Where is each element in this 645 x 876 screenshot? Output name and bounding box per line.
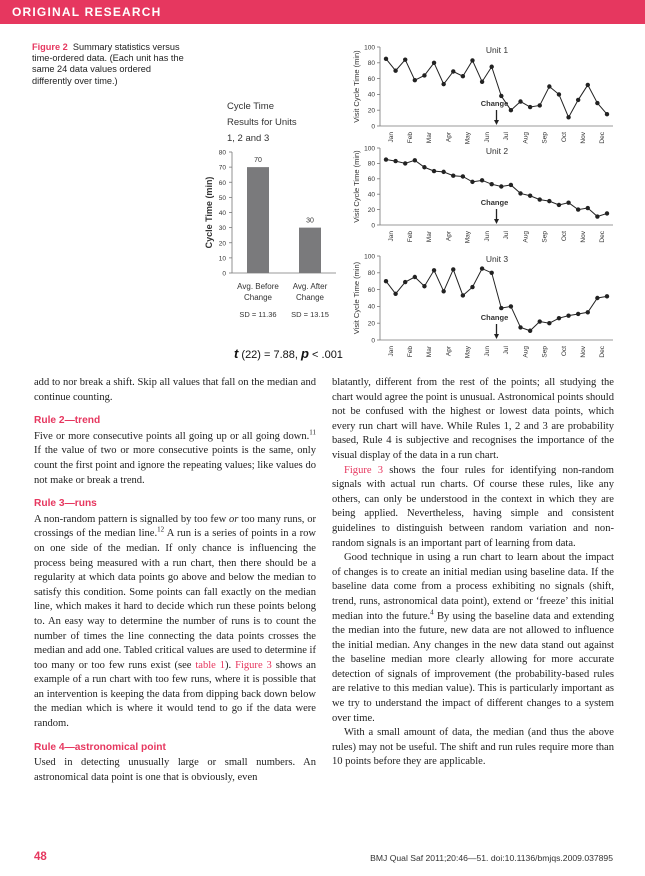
bar-chart-y-tick-label: 10 <box>218 255 226 263</box>
run-chart-point <box>441 289 445 293</box>
bar <box>299 228 321 273</box>
run-chart-month-label: Aug <box>522 231 530 243</box>
run-chart-month-label: May <box>464 231 472 244</box>
run-chart-point <box>422 284 426 288</box>
run-chart-series-line <box>386 59 607 117</box>
run-chart-month-label: Dec <box>599 231 607 243</box>
run-chart-point <box>403 57 407 61</box>
run-chart-point <box>586 310 590 314</box>
run-chart-point <box>393 159 397 163</box>
run-chart-y-tick-label: 60 <box>367 176 375 184</box>
paragraph: add to nor break a shift. Skip all values that fall on the median and continue counting. <box>34 377 316 403</box>
run-chart-title: Unit 2 <box>485 146 509 156</box>
run-chart-month-label: Aug <box>522 346 530 358</box>
run-chart-point <box>480 178 484 182</box>
run-chart-month-label: Sep <box>541 132 549 144</box>
run-chart-point <box>499 184 503 188</box>
bar-category-label: Avg. Before <box>237 282 279 291</box>
run-chart-point <box>384 279 388 283</box>
run-chart-month-label: Jul <box>503 346 511 355</box>
run-chart-point <box>432 268 436 272</box>
run-chart-title: Unit 3 <box>485 254 509 264</box>
run-chart-point <box>518 325 522 329</box>
t-df-value: (22) = 7.88, <box>241 349 302 361</box>
run-chart-y-tick-label: 100 <box>364 145 375 153</box>
run-chart-point <box>595 296 599 300</box>
run-chart-point <box>480 80 484 84</box>
paragraph: With a small amount of data, the median (and thus the above rules) may not be useful. The shift and run rules require more than 10 points before they are applicable. <box>332 727 614 768</box>
run-chart-month-label: Sep <box>541 231 549 243</box>
change-arrow-head <box>494 120 499 125</box>
run-chart-point <box>422 165 426 169</box>
run-chart-y-tick-label: 80 <box>367 60 375 68</box>
run-chart-point <box>432 169 436 173</box>
figure-3-link[interactable]: Figure 3 <box>344 464 384 476</box>
rule-4-text: Used in detecting unusually large or small numbers. An astronomical data point is one that is obviously, even <box>34 757 316 783</box>
run-chart-month-label: Jun <box>483 231 491 242</box>
reference-link[interactable]: 4 <box>430 607 434 616</box>
run-chart-month-label: Oct <box>560 231 568 242</box>
run-chart-month-label: Jan <box>387 346 395 357</box>
run-chart-month-label: Nov <box>579 132 587 144</box>
run-chart-month-label: May <box>464 346 472 359</box>
run-chart-point <box>461 74 465 78</box>
run-chart-point <box>441 82 445 86</box>
figure-label: Figure 2 <box>32 42 68 52</box>
figure-3-link[interactable]: Figure 3 <box>235 659 272 671</box>
run-chart-point <box>566 313 570 317</box>
run-chart-month-label: Jan <box>387 231 395 242</box>
run-chart-month-label: Apr <box>445 231 453 242</box>
run-chart-point <box>528 105 532 109</box>
run-chart-point <box>557 92 561 96</box>
run-chart-y-label: Visit Cycle Time (min) <box>352 150 361 223</box>
rule-3-text: A non-random pattern is signalled by too few or too many runs, or crossings of the median line.$^{12}$ A run is a series of points in a row on one side of the median. If only chance is influencing the process being measured with a run chart, then there should be a regularity at which data points go above and below the median to satisfy this condition. Some points can fall exactly on the median line, which makes it hard to decide which run these points belong to. An easy way to determine the number of runs is to count the number of times the line connecting the data points crosses the median and add one. Tabled critical values are used to determine if too many or too few runs exist (see table 1). Figure 3 shows an example of a run chart with too few runs, where it is possible that an intervention is keeping the data from dipping back down below the median which is where it would tend to go if the data were random. <box>34 513 316 730</box>
run-chart-title: Unit 1 <box>485 45 509 55</box>
bar-chart-y-tick-label: 60 <box>218 179 226 187</box>
bar-chart-y-tick-label: 70 <box>218 164 226 172</box>
run-chart-y-label: Visit Cycle Time (min) <box>352 50 361 123</box>
run-chart-point <box>538 319 542 323</box>
bar-chart-y-tick-label: 0 <box>222 270 226 278</box>
paragraph: Figure 3 shows the four rules for identifying non-random signals with actual run charts. Of course these rules, like any others, can only be understood in the context in which they are being applied. Nevertheless, having simple and consistent guidelines to distinguish between random variation and non-random signals is an important part of learning from data. <box>332 464 614 549</box>
citation: BMJ Qual Saf 2011;20:46—51. doi:10.1136/bmjqs.2009.037895 <box>370 853 613 863</box>
run-chart-point <box>451 69 455 73</box>
run-chart-point <box>470 285 474 289</box>
run-chart-point <box>384 57 388 61</box>
run-chart-point <box>595 214 599 218</box>
run-chart-point <box>557 203 561 207</box>
run-chart-y-tick-label: 80 <box>367 160 375 168</box>
run-chart-month-label: Oct <box>560 346 568 357</box>
run-chart-point <box>403 280 407 284</box>
run-chart-point <box>480 266 484 270</box>
run-chart-month-label: Nov <box>579 231 587 243</box>
change-arrow-head <box>494 219 499 224</box>
run-chart-month-label: Mar <box>426 346 434 358</box>
bar-category-label: Change <box>243 293 273 302</box>
run-chart-y-tick-label: 20 <box>367 107 375 115</box>
run-chart-y-tick-label: 40 <box>367 191 375 199</box>
run-chart-point <box>403 161 407 165</box>
bar-chart-title-line: Results for Units <box>227 117 297 128</box>
change-annotation: Change <box>480 313 509 322</box>
run-chart-point <box>605 294 609 298</box>
run-chart-month-label: Oct <box>560 132 568 143</box>
run-chart-point <box>538 103 542 107</box>
run-chart-y-tick-label: 40 <box>367 303 375 311</box>
run-chart-point <box>451 267 455 271</box>
run-chart-point <box>586 83 590 87</box>
bar-data-label: 30 <box>306 217 314 225</box>
t-statistic <box>234 346 343 361</box>
change-arrow-head <box>494 334 499 339</box>
figure-caption-text: Summary statistics versus time-ordered data. (Each unit has the same 24 data values ordered differently over time.) <box>32 42 184 86</box>
run-chart-point <box>605 211 609 215</box>
run-chart-month-label: Apr <box>445 346 453 357</box>
run-chart-y-tick-label: 60 <box>367 75 375 83</box>
right-column <box>332 376 614 770</box>
run-chart-month-label: Aug <box>522 132 530 144</box>
run-chart-point <box>518 191 522 195</box>
run-chart-point <box>576 312 580 316</box>
run-chart-point <box>518 99 522 103</box>
run-chart-point <box>413 78 417 82</box>
run-chart-point <box>384 157 388 161</box>
change-annotation: Change <box>480 99 509 108</box>
run-chart-y-tick-label: 60 <box>367 286 375 294</box>
bar-chart-y-label: Cycle Time (min) <box>204 176 214 249</box>
run-chart-month-label: Jul <box>503 132 511 141</box>
run-chart-point <box>509 304 513 308</box>
bar-sd-label: SD = 11.36 <box>239 310 277 319</box>
bar <box>247 167 269 273</box>
run-chart-point <box>470 180 474 184</box>
run-chart-series-line <box>386 160 607 217</box>
run-chart-point <box>489 182 493 186</box>
run-chart-point <box>489 271 493 275</box>
run-chart-month-label: Jun <box>483 346 491 357</box>
bar-chart-y-tick-label: 20 <box>218 240 226 248</box>
bar-chart-title-line: Cycle Time <box>227 101 274 112</box>
run-chart-month-label: Feb <box>407 346 415 358</box>
run-chart-point <box>576 207 580 211</box>
run-chart-month-label: Dec <box>599 132 607 144</box>
run-chart-point <box>586 206 590 210</box>
run-chart-point <box>422 73 426 77</box>
run-chart-month-label: Jan <box>387 132 395 143</box>
p-value: < .001 <box>308 349 343 361</box>
paragraph: Good technique in using a run chart to learn about the impact of changes is to create an initial median using baseline data. If the baseline data come from a process exhibiting no signals (shift, trend, runs, astronomical data point), extend or ‘freeze’ this initial median into the future.$^4$ By using the baseline data and extending the median into the future, new data are not allowed to influence the initial median. Any changes in the new data stand out against the baseline median more clearly allowing for more accurate detection of signals of improvement (the probability-based rules are relative to this median value). This is particularly important as we try to understand the impact of different changes to a system over time. <box>332 552 614 724</box>
rule-4-heading: Rule 4—astronomical point <box>34 741 166 753</box>
run-chart-point <box>499 306 503 310</box>
run-chart-point <box>547 199 551 203</box>
run-chart-point <box>566 115 570 119</box>
run-chart-point <box>461 174 465 178</box>
table-1-link[interactable]: table 1 <box>195 659 226 671</box>
run-chart-y-tick-label: 20 <box>367 320 375 328</box>
run-chart-month-label: Jun <box>483 132 491 143</box>
run-chart-month-label: Feb <box>407 231 415 243</box>
run-chart-point <box>393 69 397 73</box>
run-chart-point <box>489 65 493 69</box>
run-chart-y-tick-label: 0 <box>371 123 375 131</box>
page-number: 48 <box>34 851 47 863</box>
bar-chart-y-tick-label: 30 <box>218 225 226 233</box>
run-chart-point <box>595 101 599 105</box>
change-annotation: Change <box>480 198 509 207</box>
figure-2-charts <box>0 0 645 370</box>
run-chart-month-label: Jul <box>503 231 511 240</box>
reference-link[interactable]: 11 <box>309 428 316 437</box>
run-chart-month-label: Dec <box>599 346 607 358</box>
run-chart-point <box>509 108 513 112</box>
run-chart-point <box>451 174 455 178</box>
bar-sd-label: SD = 13.15 <box>291 310 329 319</box>
run-chart-y-tick-label: 0 <box>371 337 375 345</box>
run-chart-y-tick-label: 80 <box>367 270 375 278</box>
run-chart-y-tick-label: 100 <box>364 253 375 261</box>
run-chart-month-label: Apr <box>445 132 453 143</box>
run-chart-point <box>576 98 580 102</box>
run-chart-point <box>470 58 474 62</box>
run-chart-point <box>605 112 609 116</box>
run-chart-month-label: Mar <box>426 132 434 144</box>
rule-2-text: Five or more consecutive points all going up or all going down.$^{11}$ If the value of two or more consecutive points is the same, only count the first point and ignore the repeating values; like values do not make or break a trend. <box>34 428 316 486</box>
run-chart-y-tick-label: 0 <box>371 222 375 230</box>
run-chart-point <box>557 316 561 320</box>
run-chart-point <box>441 170 445 174</box>
bar-data-label: 70 <box>254 157 262 165</box>
run-chart-point <box>528 194 532 198</box>
run-chart-y-tick-label: 20 <box>367 206 375 214</box>
run-chart-point <box>413 275 417 279</box>
run-chart-point <box>566 200 570 204</box>
section-title: ORIGINAL RESEARCH <box>12 5 162 19</box>
run-chart-month-label: Sep <box>541 346 549 358</box>
run-chart-point <box>528 329 532 333</box>
bar-category-label: Change <box>295 293 325 302</box>
p-symbol: p <box>301 346 309 361</box>
run-chart-point <box>499 94 503 98</box>
bar-chart-y-tick-label: 80 <box>218 149 226 157</box>
run-chart-month-label: Nov <box>579 346 587 358</box>
left-column <box>34 376 316 785</box>
run-chart-y-label: Visit Cycle Time (min) <box>352 261 361 335</box>
bar-chart-y-tick-label: 40 <box>218 210 226 217</box>
bar-category-label: Avg. After <box>292 282 328 291</box>
run-chart-month-label: Mar <box>426 231 434 243</box>
bar-chart-y-tick-label: 50 <box>218 194 226 202</box>
reference-link[interactable]: 12 <box>157 525 165 534</box>
rule-2-heading: Rule 2—trend <box>34 415 101 427</box>
run-chart-point <box>461 293 465 297</box>
rule-3-heading: Rule 3—runs <box>34 498 97 510</box>
run-chart-point <box>413 158 417 162</box>
run-chart-y-tick-label: 100 <box>364 44 375 52</box>
t-symbol: t <box>234 346 239 361</box>
run-chart-y-tick-label: 40 <box>367 91 375 99</box>
run-chart-point <box>393 292 397 296</box>
paragraph: blatantly, different from the rest of the points; all studying the chart would agree the point is unusual. Astronomical points should not be confused with the highest or lowest data points, which every run chart will have. While Rules 1, 2 and 3 are probability based, Rule 4 is subjective and recognises the importance of the visual display of the data in a run chart. <box>332 377 614 461</box>
run-chart-point <box>509 183 513 187</box>
run-chart-point <box>432 61 436 65</box>
run-chart-point <box>547 321 551 325</box>
run-chart-month-label: May <box>464 132 472 145</box>
run-chart-point <box>538 197 542 201</box>
bar-chart-title-line: 1, 2 and 3 <box>227 133 270 144</box>
run-chart-point <box>547 84 551 88</box>
run-chart-month-label: Feb <box>407 132 415 144</box>
